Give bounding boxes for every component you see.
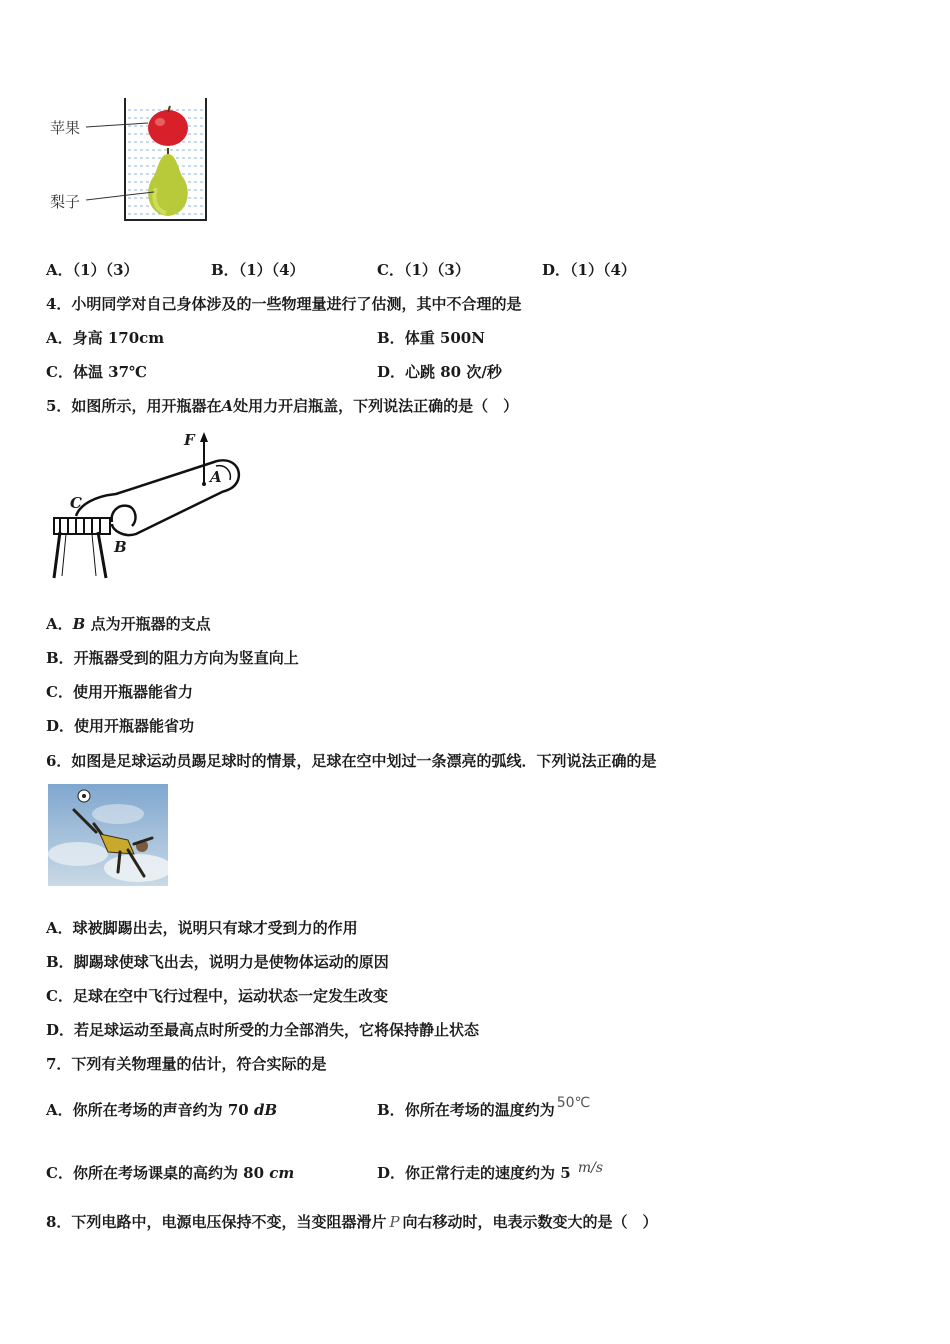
option-text: 足球在空中飞行过程中，运动状态一定发生改变 <box>72 987 388 1005</box>
soccer-kick-photo <box>48 784 168 886</box>
option-text: 体温 37℃ <box>72 363 148 381</box>
q7-option-d[interactable] <box>377 1160 604 1184</box>
q4-stem: 4．小明同学对自己身体涉及的一些物理量进行了估测，其中不合理的是 <box>46 295 522 313</box>
option-text: 使用开瓶器能省力 <box>72 683 193 701</box>
option-text: （1）（3） <box>403 261 470 279</box>
stem-prefix: 5．如图所示，用开瓶器在 <box>46 397 222 415</box>
q7-stem: 7．下列有关物理量的估计，符合实际的是 <box>46 1055 327 1073</box>
soccer-photo <box>48 784 168 886</box>
q4-option-d[interactable] <box>377 362 502 382</box>
q7-option-a[interactable] <box>46 1100 277 1120</box>
option-variable: B <box>72 615 86 633</box>
q3-option-d[interactable] <box>542 260 636 280</box>
option-key: A． <box>46 1101 73 1119</box>
option-key: C． <box>46 1164 73 1182</box>
option-key: B． <box>377 329 405 347</box>
option-unit: cm <box>269 1164 295 1182</box>
apple-label: 苹果 <box>50 119 81 137</box>
option-text: 身高 170cm <box>72 329 165 347</box>
apple-pear-beaker-figure <box>46 96 216 226</box>
option-text: 使用开瓶器能省功 <box>74 717 195 735</box>
q5-option-c[interactable] <box>46 682 193 702</box>
option-unit: 50℃ <box>556 1095 591 1111</box>
q7-option-c[interactable] <box>46 1163 294 1183</box>
option-text: 你所在考场的温度约为 <box>404 1101 555 1119</box>
option-text: （1）（3） <box>72 261 139 279</box>
option-key: A． <box>46 615 73 633</box>
option-text: 若足球运动至最高点时所受的力全部消失，它将保持静止状态 <box>74 1021 480 1039</box>
option-key: D． <box>377 1164 406 1182</box>
pear-label: 梨子 <box>50 193 81 211</box>
q6-option-c[interactable] <box>46 986 388 1006</box>
stem-suffix: 向右移动时，电表示数变大的是（ ） <box>402 1213 658 1231</box>
q6-option-d[interactable] <box>46 1020 479 1040</box>
option-text: 心跳 80 次/秒 <box>405 363 502 381</box>
option-key: B． <box>46 953 74 971</box>
q5-stem <box>46 396 518 416</box>
option-text: （1）（4） <box>570 261 636 279</box>
option-text: 体重 500N <box>404 329 485 347</box>
stem-suffix: 处用力开启瓶盖，下列说法正确的是（ ） <box>233 397 519 415</box>
point-a-label: A <box>210 468 222 486</box>
option-key: D． <box>46 1021 75 1039</box>
option-text: （1）（4） <box>238 261 305 279</box>
force-label: F <box>184 431 195 449</box>
option-key: B． <box>377 1101 405 1119</box>
stem-prefix: 8．下列电路中，电源电压保持不变，当变阻器滑片 <box>46 1213 387 1231</box>
q4-option-b[interactable] <box>377 328 485 348</box>
q7-option-b[interactable] <box>377 1095 591 1121</box>
option-text: 你所在考场的声音约为 70 <box>72 1101 254 1119</box>
option-key: C． <box>46 987 73 1005</box>
q3-option-c[interactable] <box>377 260 470 280</box>
q4-option-c[interactable] <box>46 362 147 382</box>
q6-option-b[interactable] <box>46 952 389 972</box>
option-text: 你正常行走的速度约为 5 <box>405 1164 576 1182</box>
point-b-label: B <box>114 538 127 556</box>
q4-option-a[interactable] <box>46 328 164 348</box>
option-key: A． <box>46 261 73 279</box>
apple-shape <box>148 110 188 146</box>
q3-option-a[interactable] <box>46 260 139 280</box>
option-unit: m/s <box>577 1160 604 1176</box>
option-key: D． <box>542 261 571 279</box>
option-text: 你所在考场课桌的高约为 80 <box>72 1164 270 1182</box>
point-c-label: C <box>70 494 82 512</box>
option-key: D． <box>46 717 75 735</box>
option-unit: dB <box>253 1101 278 1119</box>
option-text: 开瓶器受到的阻力方向为竖直向上 <box>73 649 299 667</box>
q6-option-a[interactable] <box>46 918 358 938</box>
pear-shape <box>148 154 188 216</box>
q8-stem <box>46 1212 658 1232</box>
option-text: 球被脚踢出去，说明只有球才受到力的作用 <box>72 919 358 937</box>
bottle-opener-figure <box>46 426 246 586</box>
q5-option-b[interactable] <box>46 648 299 668</box>
option-key: C． <box>377 261 404 279</box>
q5-option-a[interactable] <box>46 614 211 634</box>
q5-option-d[interactable] <box>46 716 194 736</box>
option-key: B． <box>46 649 74 667</box>
option-key: C． <box>46 363 73 381</box>
option-key: C． <box>46 683 73 701</box>
option-text: 点为开瓶器的支点 <box>90 615 211 633</box>
q3-option-b[interactable] <box>211 260 305 280</box>
option-key: B． <box>211 261 239 279</box>
option-text: 脚踢球使球飞出去，说明力是使物体运动的原因 <box>73 953 389 971</box>
option-key: A． <box>46 329 73 347</box>
option-key: D． <box>377 363 406 381</box>
option-key: A． <box>46 919 73 937</box>
q6-stem: 6．如图是足球运动员踢足球时的情景，足球在空中划过一条漂亮的弧线．下列说法正确的是 <box>46 752 657 770</box>
stem-variable: A <box>221 397 234 415</box>
stem-variable: P <box>389 1213 400 1231</box>
